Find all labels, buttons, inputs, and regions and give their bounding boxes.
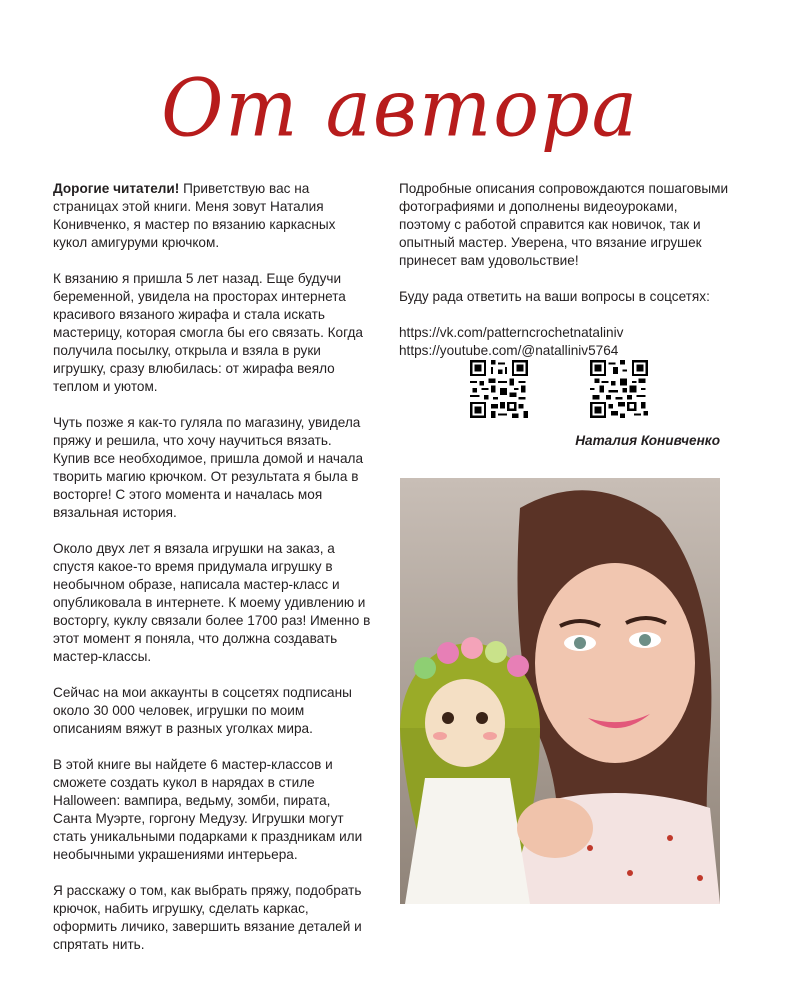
paragraph-followers: Сейчас на мои аккаунты в соцсетях подписаны около 30 000 человек, игрушки по моим описаниям вяжут в разных уголках мира. — [53, 685, 352, 736]
paragraph-book-contents: В этой книге вы найдете 6 мастер-классов и сможете создать кукол в нарядах в стиле Halloween: вампира, ведьму, зомби, пирата, Санта Муэрте, горгону Медузу. Игрушки могут стать уникальными подарками к праздникам или необычными украшениями интерьера. — [53, 757, 363, 862]
paragraph-descriptions: Подробные описания сопровождаются пошаговыми фотографиями и дополнены видеоуроками, поэтому с работой справится как новичок, так и опытный мастер. Уверена, что вязание игрушек принесет вам удовольствие! — [399, 181, 729, 268]
left-column — [53, 180, 371, 972]
qr-code-vk-icon[interactable] — [470, 360, 528, 418]
author-signature: Наталия Конивченко — [575, 433, 720, 448]
greeting-strong: Дорогие читатели! — [53, 181, 180, 196]
link-youtube[interactable]: https://youtube.com/@natalliniv5764 — [399, 343, 619, 358]
qr-codes — [470, 360, 730, 420]
paragraph-social: Буду рада ответить на ваши вопросы в соцсетях: — [399, 289, 710, 304]
page-title: От автора — [161, 60, 639, 155]
qr-code-youtube-icon[interactable] — [590, 360, 648, 418]
paragraph-orders: Около двух лет я вязала игрушки на заказ, а спустя какое-то время придумала игрушку в необычном образе, написала мастер-класс и опубликовала в интернете. К моему удивлению и восторгу, куклу связали более 1700 раз! Именно в этот момент я поняла, что должна создавать мастер-классы. — [53, 541, 371, 664]
link-vk[interactable]: https://vk.com/patterncrochetnataliniv — [399, 325, 624, 340]
right-column — [399, 180, 729, 360]
paragraph-learning: Чуть позже я как-то гуляла по магазину, увидела пряжу и решила, что хочу научиться вязать. Купив все необходимое, пришла домой и начала творить магию крючком. От результата я была в восторге! С этого момента и началась моя вязальная история. — [53, 415, 364, 520]
intro-text: Приветствую вас на страницах этой книги. Меня зовут Наталия Конивченко, я мастер по вязанию каркасных кукол амигуруми крючком. — [53, 181, 336, 250]
paragraph-topics: Я расскажу о том, как выбрать пряжу, подобрать крючок, набить игрушку, сделать каркас, оформить личико, завершить вязание деталей и спрятать нить. — [53, 883, 362, 952]
author-photo — [400, 478, 720, 904]
social-links — [399, 324, 729, 360]
intro-paragraph — [53, 180, 371, 252]
author-with-doll-image — [400, 478, 720, 904]
paragraph-start-knitting: К вязанию я пришла 5 лет назад. Еще будучи беременной, увидела на просторах интернета красивого вязаного жирафа и стала искать мастерицу, которая смогла бы его связать. Когда получила посылку, открыла и взяла в руки игрушку, сразу влюбилась: от жирафа веяло теплом и уютом. — [53, 271, 363, 394]
